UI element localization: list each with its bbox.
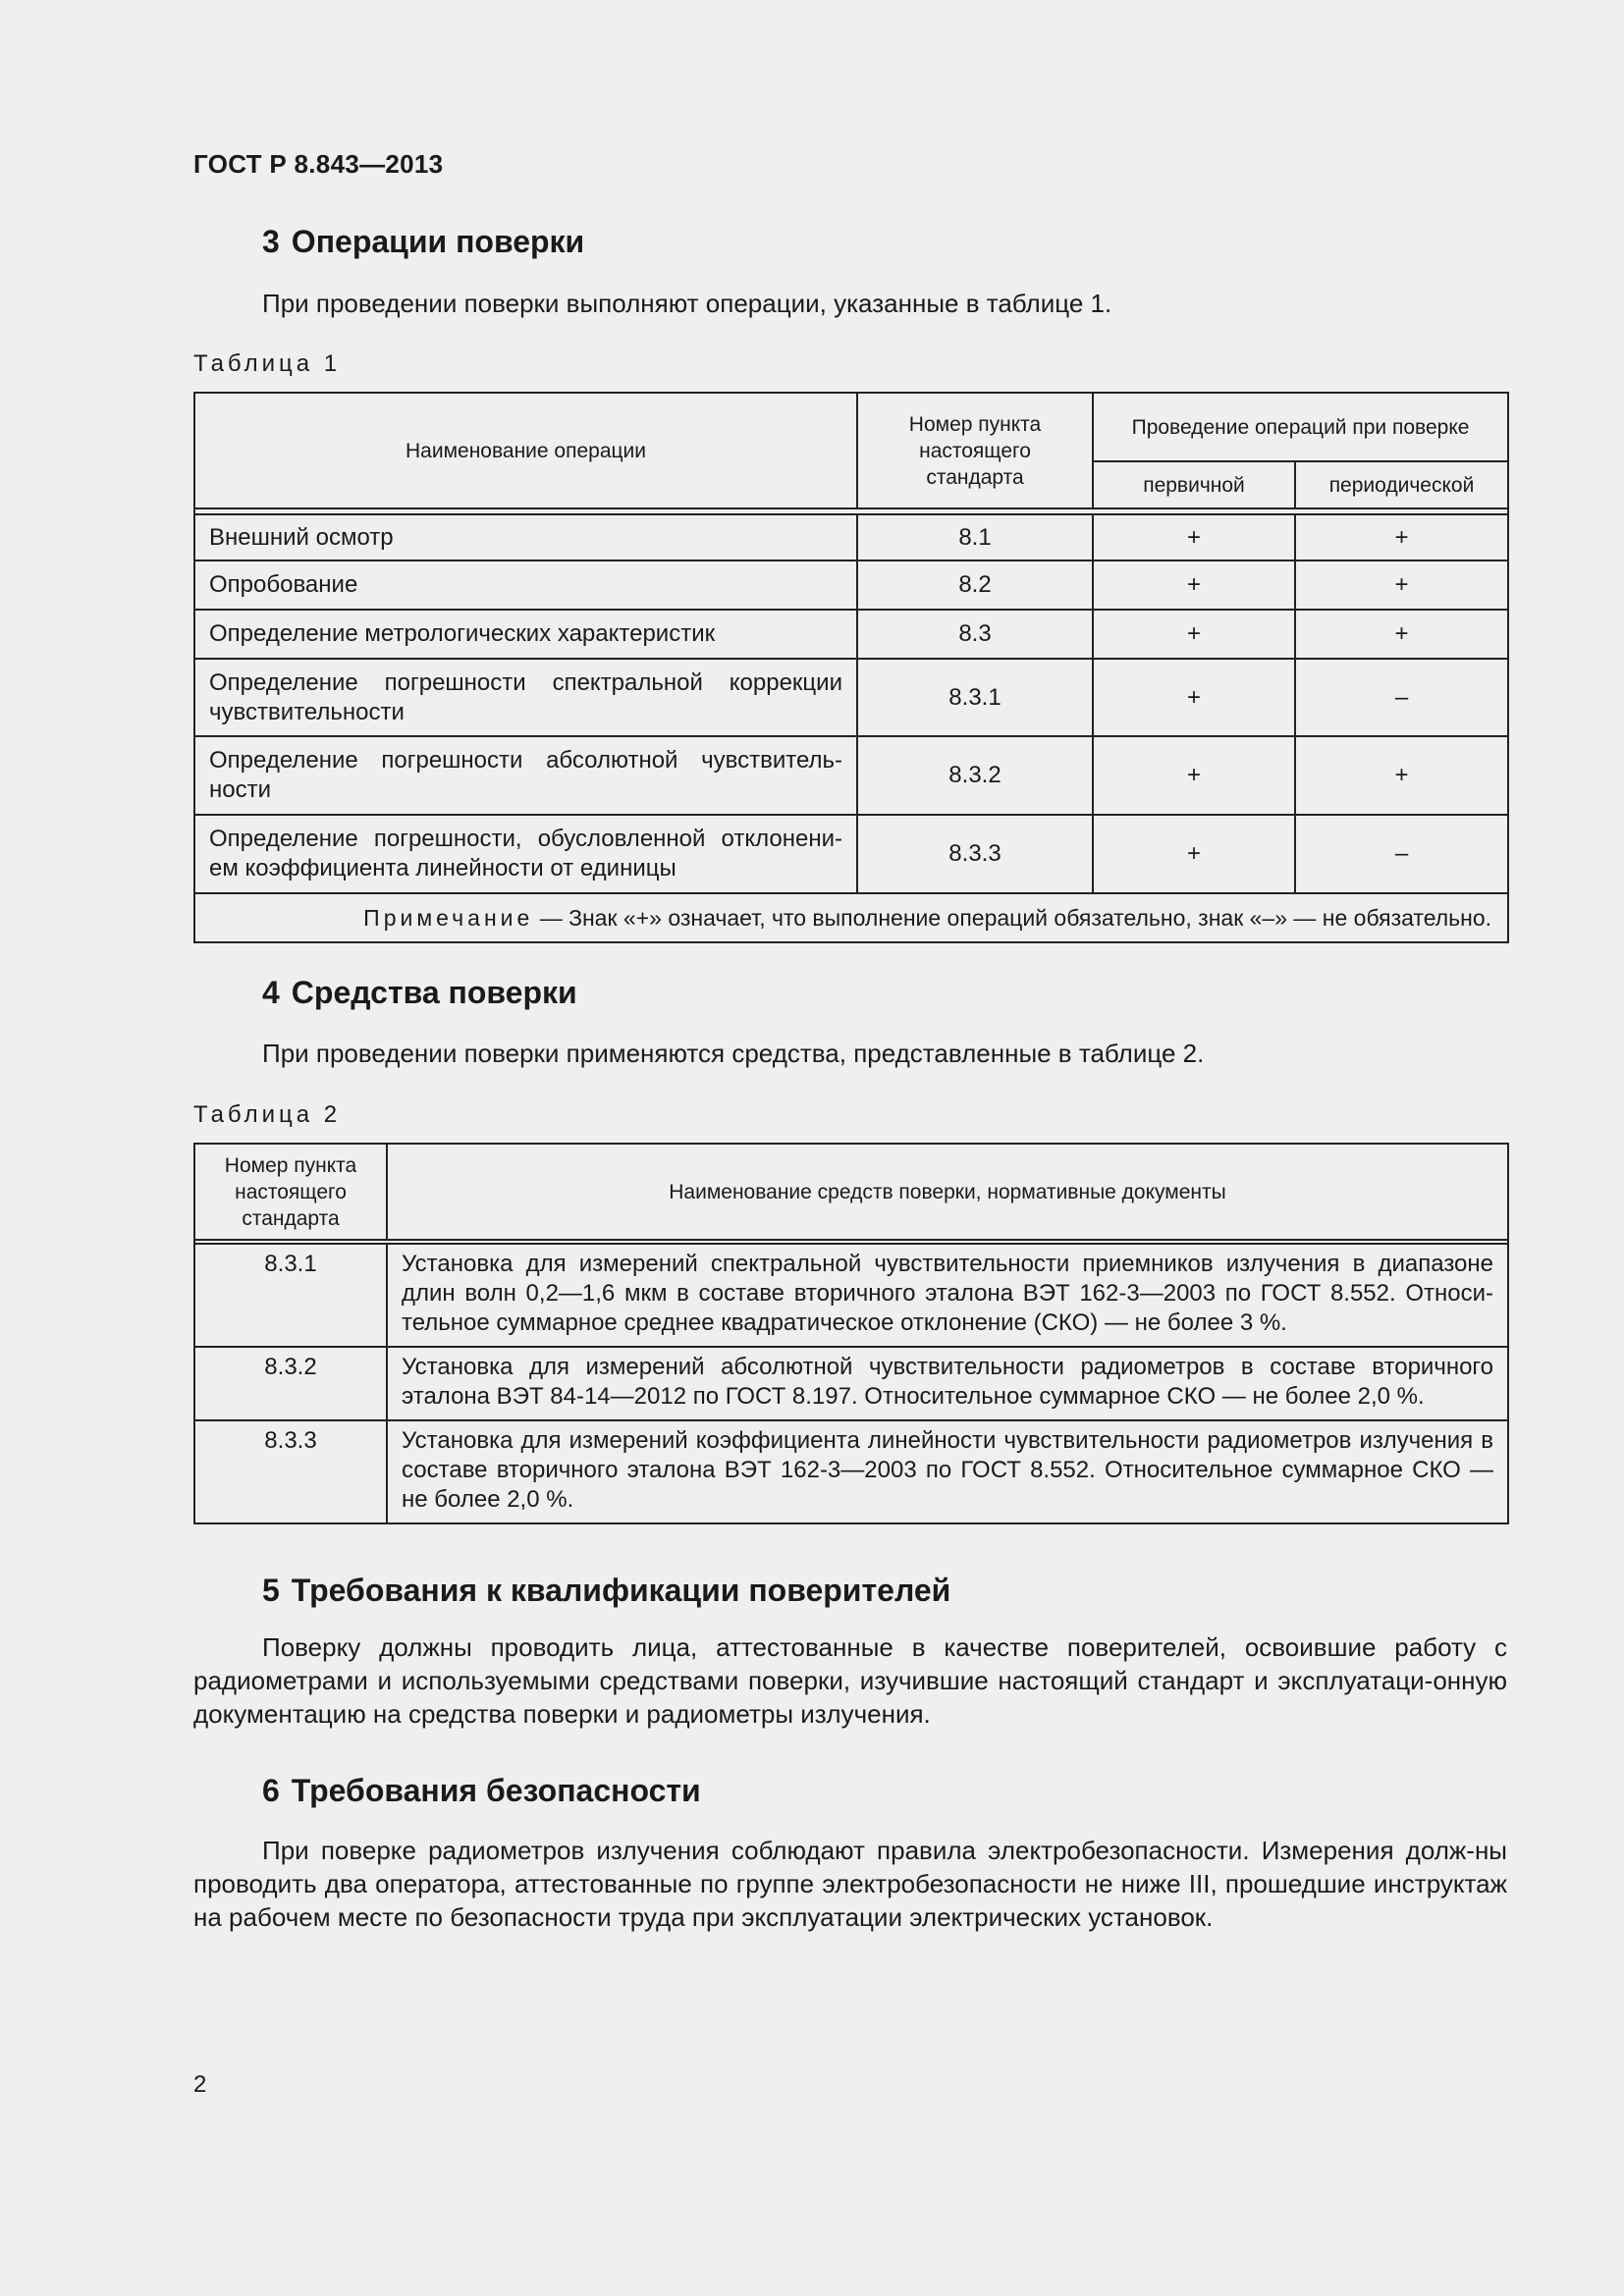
table-2-caption: Таблица 2: [193, 1101, 342, 1128]
t1-clause: 8.3.2: [857, 736, 1093, 815]
t1-header-clause: Номер пункта настоящего стандарта: [857, 393, 1093, 508]
table-row: [194, 1347, 1508, 1420]
table-row: [194, 736, 1508, 815]
t2-clause: 8.3.1: [194, 1244, 387, 1347]
section-3-number: 3: [262, 224, 280, 259]
t1-primary-mark: +: [1093, 736, 1295, 815]
t1-periodic-mark: +: [1295, 561, 1508, 610]
t1-header-periodic: периодической: [1295, 461, 1508, 508]
t1-periodic-mark: +: [1295, 736, 1508, 815]
t2-clause: 8.3.2: [194, 1347, 387, 1420]
t1-primary-mark: +: [1093, 514, 1295, 561]
table-row: [194, 1420, 1508, 1523]
t1-clause: 8.3: [857, 610, 1093, 659]
section-5-title: Требования к квалификации поверителей: [291, 1573, 951, 1608]
table-1: [193, 392, 1509, 943]
section-6-heading: [262, 1773, 701, 1809]
t1-clause: 8.3.3: [857, 815, 1093, 893]
t1-primary-mark: +: [1093, 561, 1295, 610]
section-4-number: 4: [262, 975, 280, 1010]
t1-periodic-mark: –: [1295, 659, 1508, 736]
section-6-number: 6: [262, 1773, 280, 1808]
t1-header-name: Наименование операции: [194, 393, 857, 508]
t1-clause: 8.1: [857, 514, 1093, 561]
section-3-title: Операции поверки: [291, 224, 585, 259]
page-number: 2: [193, 2071, 207, 2098]
t2-header-means: Наименование средств поверки, нормативные документы: [387, 1144, 1508, 1240]
t1-op-name: Определение погрешности абсолютной чувствитель-ности: [194, 736, 857, 815]
t1-op-name: Определение погрешности, обусловленной отклонени-ем коэффициента линейности от единицы: [194, 815, 857, 893]
t1-op-name: Внешний осмотр: [194, 514, 857, 561]
section-5-heading: [262, 1573, 950, 1609]
section-5-text: Поверку должны проводить лица, аттестованные в качестве поверителей, освоившие работу с радиометрами и используемыми средствами поверки, изучившие настоящий стандарт и эксплуатаци-онную документацию на средства поверки и радиометры излучения.: [193, 1632, 1507, 1729]
t1-periodic-mark: +: [1295, 514, 1508, 561]
t1-clause: 8.2: [857, 561, 1093, 610]
section-5-number: 5: [262, 1573, 280, 1608]
t2-means: Установка для измерений спектральной чувствительности приемников излучения в диапазоне длин волн 0,2—1,6 мкм в составе вторичного эталона ВЭТ 162-3—2003 по ГОСТ 8.552. Относи-тельное суммарное среднее квадратическое отклонение (СКО) — не более 3 %.: [387, 1244, 1508, 1347]
t2-means: Установка для измерений коэффициента линейности чувствительности радиометров излучения в составе вторичного эталона ВЭТ 162-3—2003 по ГОСТ 8.552. Относительное суммарное СКО — не более 2,0 %.: [387, 1420, 1508, 1523]
t2-clause: 8.3.3: [194, 1420, 387, 1523]
table-row: [194, 610, 1508, 659]
t1-primary-mark: +: [1093, 659, 1295, 736]
table-1-caption: Таблица 1: [193, 350, 342, 377]
t1-header-primary: первичной: [1093, 461, 1295, 508]
section-4-intro: При проведении поверки применяются средства, представленные в таблице 2.: [262, 1039, 1205, 1068]
section-3-heading: [262, 224, 584, 260]
t1-clause: 8.3.1: [857, 659, 1093, 736]
document-id: ГОСТ Р 8.843—2013: [193, 149, 444, 179]
t1-op-name: Опробование: [194, 561, 857, 610]
t1-header-conduct: Проведение операций при поверке: [1093, 393, 1508, 461]
table-row: [194, 815, 1508, 893]
section-6-text: При поверке радиометров излучения соблюдают правила электробезопасности. Измерения долж-ны проводить два оператора, аттестованные по группе электробезопасности не ниже III, прошедшие инструктаж на рабочем месте по безопасности труда при эксплуатации электрических установок.: [193, 1836, 1507, 1932]
section-3-intro: При проведении поверки выполняют операции, указанные в таблице 1.: [262, 289, 1112, 318]
section-4-title: Средства поверки: [291, 975, 577, 1010]
table-row: [194, 1244, 1508, 1347]
t1-op-name: Определение метрологических характеристик: [194, 610, 857, 659]
t1-periodic-mark: –: [1295, 815, 1508, 893]
table-row: [194, 561, 1508, 610]
section-4-heading: [262, 975, 577, 1011]
t2-header-clause: Номер пункта настоящего стандарта: [194, 1144, 387, 1240]
table-1-note-row: [194, 893, 1508, 942]
table-2: [193, 1143, 1509, 1524]
t1-primary-mark: +: [1093, 815, 1295, 893]
t1-op-name: Определение погрешности спектральной коррекции чувствительности: [194, 659, 857, 736]
t1-primary-mark: +: [1093, 610, 1295, 659]
section-6-title: Требования безопасности: [291, 1773, 701, 1808]
t1-periodic-mark: +: [1295, 610, 1508, 659]
note-text: — Знак «+» означает, что выполнение операций обязательно, знак «–» — не обязательно.: [533, 904, 1492, 931]
table-row: [194, 659, 1508, 736]
table-1-note: [194, 893, 1508, 942]
table-row: [194, 514, 1508, 561]
note-label: Примечание: [363, 904, 534, 931]
t2-means: Установка для измерений абсолютной чувствительности радиометров в составе вторичного эталона ВЭТ 84-14—2012 по ГОСТ 8.197. Относительное суммарное СКО — не более 2,0 %.: [387, 1347, 1508, 1420]
